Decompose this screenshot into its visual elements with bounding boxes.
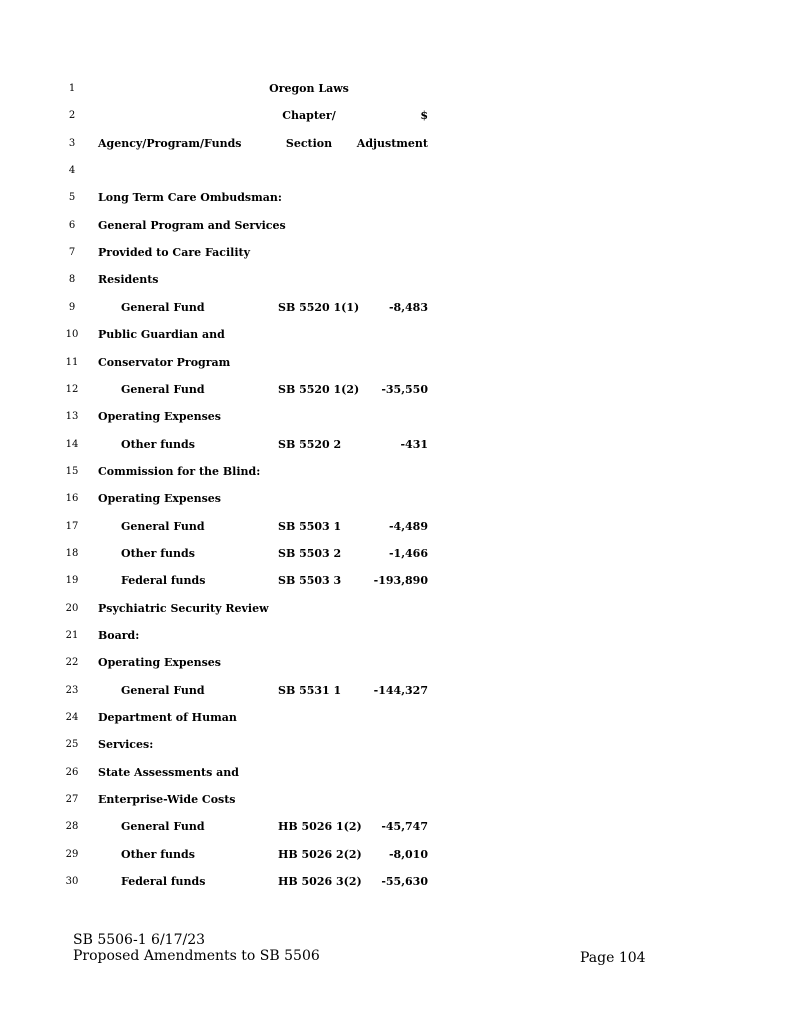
line-10 (0, 325, 800, 345)
agency-program-fund: Enterprise-Wide Costs (98, 793, 236, 807)
agency-program-fund: Residents (98, 273, 159, 287)
page-number: Page 104 (580, 950, 646, 966)
line-26 (0, 763, 800, 783)
dollar-adjustment: -4,489 (388, 519, 428, 533)
line-30 (0, 872, 800, 892)
line-18 (0, 544, 800, 564)
footer-title: Proposed Amendments to SB 5506 (73, 948, 320, 964)
line-number: 8 (68, 274, 76, 286)
dollar-adjustment: -8,010 (388, 847, 428, 861)
line-4 (0, 161, 800, 181)
agency-program-fund: General Fund (121, 519, 205, 533)
agency-program-fund: General Fund (121, 300, 205, 314)
line-29 (0, 845, 800, 865)
line-number: 28 (65, 821, 79, 833)
line-number: 12 (65, 383, 79, 395)
chapter-section: Section (285, 136, 333, 150)
chapter-section: Oregon Laws (269, 82, 349, 95)
agency-program-fund: Federal funds (121, 574, 206, 588)
line-number: 21 (65, 630, 79, 641)
line-27 (0, 790, 800, 810)
line-number: 26 (65, 766, 79, 778)
agency-program-fund: State Assessments and (98, 765, 239, 779)
agency-program-fund: Commission for the Blind: (98, 464, 261, 478)
line-number: 10 (65, 329, 79, 341)
line-22 (0, 653, 800, 673)
agency-program-fund: General Fund (121, 820, 205, 834)
chapter-section: SB 5520 1(2) (278, 382, 360, 396)
line-number: 11 (65, 356, 79, 368)
dollar-adjustment: -431 (400, 437, 428, 451)
agency-program-fund: Operating Expenses (98, 410, 221, 424)
line-6 (0, 216, 800, 236)
agency-program-fund: Conservator Program (98, 355, 231, 369)
line-20 (0, 599, 800, 619)
line-number: 14 (65, 438, 79, 450)
line-21 (0, 626, 800, 646)
line-8 (0, 270, 800, 290)
line-number: 13 (65, 411, 79, 423)
dollar-adjustment: -45,747 (381, 820, 428, 834)
agency-program-fund: Other funds (121, 546, 195, 560)
line-9 (0, 298, 800, 318)
agency-program-fund: Other funds (121, 437, 195, 451)
agency-program-fund: General Fund (121, 382, 205, 396)
agency-program-fund: Operating Expenses (98, 656, 221, 670)
line-14 (0, 435, 800, 455)
line-3 (0, 134, 800, 154)
line-7 (0, 243, 800, 263)
line-number: 18 (65, 547, 79, 559)
chapter-section: HB 5026 2(2) (278, 847, 362, 861)
dollar-adjustment: -144,327 (373, 683, 428, 697)
chapter-section: SB 5503 3 (278, 574, 342, 588)
line-28 (0, 817, 800, 837)
line-5 (0, 188, 800, 208)
line-number: 4 (68, 165, 76, 177)
chapter-section: SB 5520 2 (278, 437, 342, 451)
line-number: 17 (65, 520, 79, 532)
line-number: 2 (68, 110, 76, 122)
line-16 (0, 489, 800, 509)
chapter-section: SB 5531 1 (278, 683, 342, 697)
dollar-adjustment: Adjustment (356, 136, 428, 150)
dollar-adjustment: -35,550 (381, 382, 428, 396)
chapter-section: SB 5520 1(1) (278, 300, 360, 314)
chapter-section: HB 5026 1(2) (278, 820, 362, 834)
agency-program-fund: Operating Expenses (98, 492, 221, 506)
dollar-adjustment: $ (420, 109, 428, 123)
line-number: 3 (68, 137, 76, 149)
line-number: 16 (65, 493, 79, 505)
footer-bill-date: SB 5506-1 6/17/23 (73, 932, 206, 948)
line-11 (0, 353, 800, 373)
line-2 (0, 106, 800, 126)
line-number: 20 (65, 602, 79, 614)
line-24 (0, 708, 800, 728)
line-23 (0, 681, 800, 701)
agency-program-fund: Board: (98, 629, 140, 642)
line-number: 22 (65, 657, 79, 669)
chapter-section: SB 5503 1 (278, 519, 342, 533)
line-number: 27 (65, 794, 79, 806)
line-15 (0, 462, 800, 482)
line-number: 1 (68, 83, 76, 94)
line-number: 5 (68, 192, 76, 204)
line-12 (0, 380, 800, 400)
line-19 (0, 571, 800, 591)
line-25 (0, 735, 800, 755)
agency-program-fund: General Program and Services (98, 218, 286, 232)
agency-program-fund: Long Term Care Ombudsman: (98, 191, 282, 205)
agency-program-fund: Services: (98, 738, 154, 752)
agency-program-fund: Provided to Care Facility (98, 246, 250, 260)
dollar-adjustment: -193,890 (373, 574, 428, 588)
dollar-adjustment: -55,630 (381, 875, 428, 889)
line-13 (0, 407, 800, 427)
chapter-section: Chapter/ (282, 109, 336, 123)
line-number: 29 (65, 848, 79, 860)
chapter-section: SB 5503 2 (278, 546, 342, 560)
chapter-section: HB 5026 3(2) (278, 875, 362, 889)
line-number: 9 (68, 301, 76, 313)
line-number: 6 (68, 219, 76, 231)
line-number: 23 (65, 684, 79, 696)
agency-program-fund: Other funds (121, 847, 195, 861)
line-1 (0, 79, 800, 99)
line-number: 24 (65, 712, 79, 724)
line-number: 30 (65, 876, 79, 888)
agency-program-fund: Psychiatric Security Review (98, 601, 269, 615)
agency-program-fund: Agency/Program/Funds (98, 136, 242, 150)
line-17 (0, 517, 800, 537)
dollar-adjustment: -1,466 (388, 546, 428, 560)
line-number: 15 (65, 465, 79, 477)
agency-program-fund: Public Guardian and (98, 328, 225, 342)
line-number: 25 (65, 739, 79, 751)
dollar-adjustment: -8,483 (388, 300, 428, 314)
agency-program-fund: Department of Human (98, 711, 237, 725)
agency-program-fund: Federal funds (121, 875, 206, 889)
agency-program-fund: General Fund (121, 683, 205, 697)
line-number: 19 (65, 575, 79, 587)
line-number: 7 (68, 247, 76, 259)
